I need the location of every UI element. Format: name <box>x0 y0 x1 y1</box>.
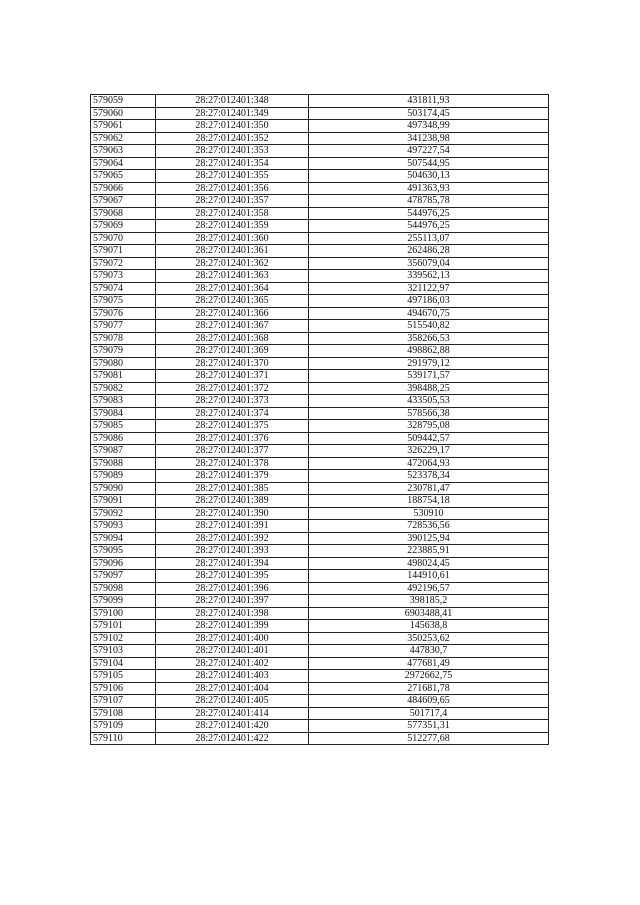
table-row <box>91 232 549 245</box>
table-row <box>91 407 549 420</box>
row-number-cell: 579081 <box>91 370 156 383</box>
row-number-cell: 579082 <box>91 382 156 395</box>
row-number-cell: 579062 <box>91 132 156 145</box>
cadastral-number-cell: 28:27:012401:392 <box>156 532 309 545</box>
row-number-cell: 579064 <box>91 157 156 170</box>
table-row <box>91 270 549 283</box>
row-number-cell: 579093 <box>91 520 156 533</box>
value-cell: 339562,13 <box>309 270 549 283</box>
value-cell: 321122,97 <box>309 282 549 295</box>
row-number-cell: 579059 <box>91 95 156 108</box>
table-row <box>91 120 549 133</box>
cadastral-number-cell: 28:27:012401:393 <box>156 545 309 558</box>
table-row <box>91 282 549 295</box>
table-row <box>91 557 549 570</box>
table-row <box>91 357 549 370</box>
cadastral-number-cell: 28:27:012401:355 <box>156 170 309 183</box>
table-row <box>91 332 549 345</box>
cadastral-number-cell: 28:27:012401:357 <box>156 195 309 208</box>
value-cell: 503174,45 <box>309 107 549 120</box>
row-number-cell: 579076 <box>91 307 156 320</box>
table-row <box>91 257 549 270</box>
value-cell: 2972662,75 <box>309 670 549 683</box>
table-row <box>91 507 549 520</box>
row-number-cell: 579072 <box>91 257 156 270</box>
cadastral-number-cell: 28:27:012401:397 <box>156 595 309 608</box>
row-number-cell: 579102 <box>91 632 156 645</box>
cadastral-number-cell: 28:27:012401:396 <box>156 582 309 595</box>
value-cell: 144910,61 <box>309 570 549 583</box>
row-number-cell: 579080 <box>91 357 156 370</box>
value-cell: 447830,7 <box>309 645 549 658</box>
row-number-cell: 579073 <box>91 270 156 283</box>
value-cell: 498024,45 <box>309 557 549 570</box>
value-cell: 291979,12 <box>309 357 549 370</box>
row-number-cell: 579103 <box>91 645 156 658</box>
row-number-cell: 579096 <box>91 557 156 570</box>
value-cell: 6903488,41 <box>309 607 549 620</box>
cadastral-number-cell: 28:27:012401:366 <box>156 307 309 320</box>
value-cell: 484609,65 <box>309 695 549 708</box>
row-number-cell: 579087 <box>91 445 156 458</box>
table-row <box>91 532 549 545</box>
value-cell: 472064,93 <box>309 457 549 470</box>
table-row <box>91 720 549 733</box>
cadastral-number-cell: 28:27:012401:377 <box>156 445 309 458</box>
row-number-cell: 579092 <box>91 507 156 520</box>
value-cell: 271681,78 <box>309 682 549 695</box>
value-cell: 530910 <box>309 507 549 520</box>
cadastral-number-cell: 28:27:012401:390 <box>156 507 309 520</box>
cadastral-number-cell: 28:27:012401:422 <box>156 732 309 745</box>
row-number-cell: 579086 <box>91 432 156 445</box>
value-cell: 728536,56 <box>309 520 549 533</box>
cadastral-number-cell: 28:27:012401:376 <box>156 432 309 445</box>
table-row <box>91 545 549 558</box>
value-cell: 356079,04 <box>309 257 549 270</box>
row-number-cell: 579060 <box>91 107 156 120</box>
cadastral-number-cell: 28:27:012401:371 <box>156 370 309 383</box>
value-cell: 145638,8 <box>309 620 549 633</box>
value-cell: 515540,82 <box>309 320 549 333</box>
table-row <box>91 245 549 258</box>
table-row <box>91 95 549 108</box>
row-number-cell: 579090 <box>91 482 156 495</box>
cadastral-number-cell: 28:27:012401:399 <box>156 620 309 633</box>
cadastral-number-cell: 28:27:012401:372 <box>156 382 309 395</box>
table-row <box>91 182 549 195</box>
value-cell: 578566,38 <box>309 407 549 420</box>
cadastral-number-cell: 28:27:012401:405 <box>156 695 309 708</box>
value-cell: 326229,17 <box>309 445 549 458</box>
cadastral-number-cell: 28:27:012401:361 <box>156 245 309 258</box>
value-cell: 497186,03 <box>309 295 549 308</box>
table-row <box>91 607 549 620</box>
table-row <box>91 482 549 495</box>
cadastral-number-cell: 28:27:012401:401 <box>156 645 309 658</box>
row-number-cell: 579107 <box>91 695 156 708</box>
value-cell: 544976,25 <box>309 207 549 220</box>
cadastral-number-cell: 28:27:012401:378 <box>156 457 309 470</box>
table-row <box>91 420 549 433</box>
table-row <box>91 457 549 470</box>
row-number-cell: 579074 <box>91 282 156 295</box>
cadastral-number-cell: 28:27:012401:350 <box>156 120 309 133</box>
table-row <box>91 595 549 608</box>
cadastral-number-cell: 28:27:012401:404 <box>156 682 309 695</box>
table-row <box>91 107 549 120</box>
table-row <box>91 157 549 170</box>
value-cell: 478785,78 <box>309 195 549 208</box>
cadastral-number-cell: 28:27:012401:356 <box>156 182 309 195</box>
value-cell: 544976,25 <box>309 220 549 233</box>
value-cell: 494670,75 <box>309 307 549 320</box>
row-number-cell: 579066 <box>91 182 156 195</box>
value-cell: 398185,2 <box>309 595 549 608</box>
cadastral-number-cell: 28:27:012401:370 <box>156 357 309 370</box>
cadastral-number-cell: 28:27:012401:373 <box>156 395 309 408</box>
cadastral-number-cell: 28:27:012401:359 <box>156 220 309 233</box>
cadastral-number-cell: 28:27:012401:368 <box>156 332 309 345</box>
table-row <box>91 707 549 720</box>
row-number-cell: 579067 <box>91 195 156 208</box>
value-cell: 523378,34 <box>309 470 549 483</box>
row-number-cell: 579098 <box>91 582 156 595</box>
table-row <box>91 445 549 458</box>
value-cell: 492196,57 <box>309 582 549 595</box>
value-cell: 433505,53 <box>309 395 549 408</box>
value-cell: 498862,88 <box>309 345 549 358</box>
table-row <box>91 432 549 445</box>
value-cell: 398488,25 <box>309 382 549 395</box>
value-cell: 328795,08 <box>309 420 549 433</box>
row-number-cell: 579095 <box>91 545 156 558</box>
cadastral-number-cell: 28:27:012401:374 <box>156 407 309 420</box>
cadastral-number-cell: 28:27:012401:364 <box>156 282 309 295</box>
table-row <box>91 632 549 645</box>
value-cell: 341238,98 <box>309 132 549 145</box>
cadastral-number-cell: 28:27:012401:352 <box>156 132 309 145</box>
table-row <box>91 145 549 158</box>
value-cell: 350253,62 <box>309 632 549 645</box>
cadastral-number-cell: 28:27:012401:385 <box>156 482 309 495</box>
table-row <box>91 620 549 633</box>
data-table <box>90 94 549 745</box>
row-number-cell: 579079 <box>91 345 156 358</box>
table-row <box>91 582 549 595</box>
row-number-cell: 579075 <box>91 295 156 308</box>
table-row <box>91 370 549 383</box>
table-body <box>91 95 549 745</box>
value-cell: 504630,13 <box>309 170 549 183</box>
cadastral-number-cell: 28:27:012401:365 <box>156 295 309 308</box>
cadastral-number-cell: 28:27:012401:403 <box>156 670 309 683</box>
cadastral-number-cell: 28:27:012401:362 <box>156 257 309 270</box>
row-number-cell: 579063 <box>91 145 156 158</box>
cadastral-number-cell: 28:27:012401:363 <box>156 270 309 283</box>
cadastral-number-cell: 28:27:012401:367 <box>156 320 309 333</box>
table-row <box>91 470 549 483</box>
value-cell: 577351,31 <box>309 720 549 733</box>
cadastral-number-cell: 28:27:012401:391 <box>156 520 309 533</box>
cadastral-number-cell: 28:27:012401:369 <box>156 345 309 358</box>
value-cell: 390125,94 <box>309 532 549 545</box>
cadastral-number-cell: 28:27:012401:353 <box>156 145 309 158</box>
cadastral-number-cell: 28:27:012401:402 <box>156 657 309 670</box>
table-row <box>91 295 549 308</box>
cadastral-number-cell: 28:27:012401:400 <box>156 632 309 645</box>
row-number-cell: 579061 <box>91 120 156 133</box>
value-cell: 491363,93 <box>309 182 549 195</box>
value-cell: 477681,49 <box>309 657 549 670</box>
cadastral-number-cell: 28:27:012401:398 <box>156 607 309 620</box>
row-number-cell: 579105 <box>91 670 156 683</box>
row-number-cell: 579094 <box>91 532 156 545</box>
row-number-cell: 579077 <box>91 320 156 333</box>
value-cell: 255113,07 <box>309 232 549 245</box>
value-cell: 509442,57 <box>309 432 549 445</box>
table-row <box>91 320 549 333</box>
cadastral-number-cell: 28:27:012401:420 <box>156 720 309 733</box>
cadastral-number-cell: 28:27:012401:358 <box>156 207 309 220</box>
table-row <box>91 682 549 695</box>
table-row <box>91 645 549 658</box>
table-row <box>91 570 549 583</box>
row-number-cell: 579100 <box>91 607 156 620</box>
cadastral-number-cell: 28:27:012401:354 <box>156 157 309 170</box>
table-row <box>91 382 549 395</box>
row-number-cell: 579097 <box>91 570 156 583</box>
row-number-cell: 579070 <box>91 232 156 245</box>
table-row <box>91 395 549 408</box>
row-number-cell: 579068 <box>91 207 156 220</box>
value-cell: 512277,68 <box>309 732 549 745</box>
row-number-cell: 579108 <box>91 707 156 720</box>
table-row <box>91 307 549 320</box>
cadastral-number-cell: 28:27:012401:379 <box>156 470 309 483</box>
value-cell: 230781,47 <box>309 482 549 495</box>
row-number-cell: 579106 <box>91 682 156 695</box>
value-cell: 188754,18 <box>309 495 549 508</box>
cadastral-number-cell: 28:27:012401:348 <box>156 95 309 108</box>
row-number-cell: 579110 <box>91 732 156 745</box>
row-number-cell: 579078 <box>91 332 156 345</box>
table-row <box>91 732 549 745</box>
row-number-cell: 579088 <box>91 457 156 470</box>
row-number-cell: 579065 <box>91 170 156 183</box>
table-row <box>91 695 549 708</box>
row-number-cell: 579084 <box>91 407 156 420</box>
table-row <box>91 207 549 220</box>
cadastral-number-cell: 28:27:012401:375 <box>156 420 309 433</box>
row-number-cell: 579101 <box>91 620 156 633</box>
value-cell: 501717,4 <box>309 707 549 720</box>
table-row <box>91 170 549 183</box>
cadastral-number-cell: 28:27:012401:394 <box>156 557 309 570</box>
row-number-cell: 579089 <box>91 470 156 483</box>
value-cell: 223885,91 <box>309 545 549 558</box>
table-row <box>91 495 549 508</box>
row-number-cell: 579091 <box>91 495 156 508</box>
value-cell: 539171,57 <box>309 370 549 383</box>
row-number-cell: 579109 <box>91 720 156 733</box>
value-cell: 431811,93 <box>309 95 549 108</box>
table-row <box>91 520 549 533</box>
cadastral-number-cell: 28:27:012401:360 <box>156 232 309 245</box>
value-cell: 497348,99 <box>309 120 549 133</box>
row-number-cell: 579083 <box>91 395 156 408</box>
cadastral-number-cell: 28:27:012401:395 <box>156 570 309 583</box>
cadastral-number-cell: 28:27:012401:349 <box>156 107 309 120</box>
row-number-cell: 579104 <box>91 657 156 670</box>
table-row <box>91 195 549 208</box>
value-cell: 262486,28 <box>309 245 549 258</box>
value-cell: 507544,95 <box>309 157 549 170</box>
table-row <box>91 220 549 233</box>
row-number-cell: 579085 <box>91 420 156 433</box>
table-row <box>91 132 549 145</box>
row-number-cell: 579099 <box>91 595 156 608</box>
value-cell: 358266,53 <box>309 332 549 345</box>
value-cell: 497227,54 <box>309 145 549 158</box>
cadastral-number-cell: 28:27:012401:414 <box>156 707 309 720</box>
cadastral-number-cell: 28:27:012401:389 <box>156 495 309 508</box>
table-row <box>91 670 549 683</box>
table-row <box>91 345 549 358</box>
row-number-cell: 579071 <box>91 245 156 258</box>
table-row <box>91 657 549 670</box>
row-number-cell: 579069 <box>91 220 156 233</box>
